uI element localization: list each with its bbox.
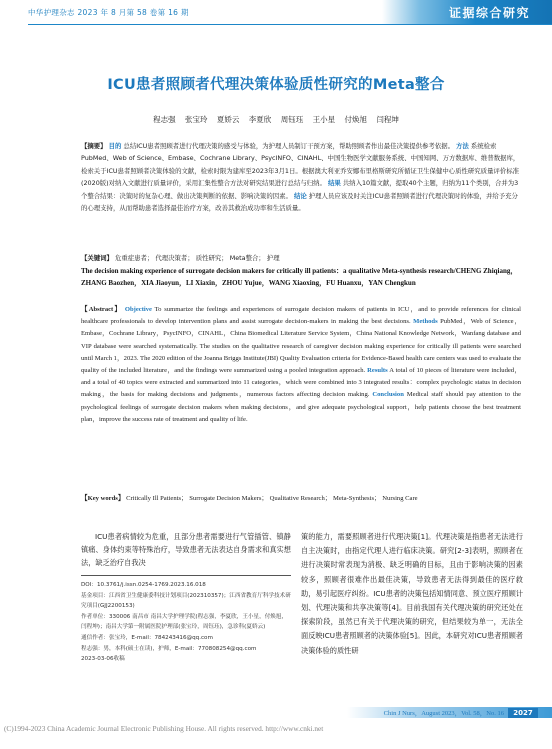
- footnote-correspondence: 通信作者：张宝玲，E-mail：784243416@qq.com: [81, 634, 213, 641]
- keywords-cn: [81, 252, 521, 264]
- objective-text: 总结ICU患者照顾者进行代理决策的感受与体验，为护理人员制订干预方案，帮助照顾者作出最佳决策提供参考依据。: [123, 142, 454, 150]
- body-left-text: ICU患者病情较为危重，且部分患者需要进行气管插管、镇静镇痛、身体约束等特殊治疗，导致患者无法表达自身需求和真实想法，缺乏治疗自我决: [81, 532, 291, 568]
- results-en-text: A total of 10 pieces of literature were included，and a total of 40 topics were extracted and summarized into 11 categories，which were combined into 3 integrated results：complex psychologic status in decision making，the basis for making decisions and judgments，numerous factors affecting decision making.: [81, 367, 521, 399]
- footnote-rule: [81, 575, 291, 576]
- footnote-first-author: 程志强：男，本科(硕士在读)，护师，E-mail：770808254@qq.com: [81, 645, 257, 652]
- keywords-en-label: 【Key words】: [81, 495, 125, 502]
- objective-en-label: Objective: [124, 306, 152, 313]
- article-title: ICU患者照顾者代理决策体验质性研究的Meta整合: [107, 77, 445, 93]
- methods-en-text: PubMed，Web of Science，Embase，Cochrane Library，PsycINFO，CINAHL，China Biomedical Literature Service System，China National Knowledge Network，Wanfang database and VIP database were searched systematically. The studies on the qualitative research of caregiver decision making experience for critically ill patients were searched until March 1，2023. The 2020 edition of the Joanna Briggs Institute(JBI) Quality Evaluation criteria for Evidence-Based health care centers was used to evaluate the quality of the included literature，and the findings were summarized using a pooled integration approach.: [81, 318, 521, 375]
- page-number: 2027: [508, 708, 538, 718]
- methods-en-label: Methods: [413, 318, 438, 326]
- journal-info: 中华护理杂志 2023 年 8 月第 58 卷第 16 期: [28, 8, 189, 17]
- results-label: 结果: [327, 179, 341, 188]
- footnote-funding: 基金项目：江西省卫生健康委科技计划项目(202310357)；江西省教育厅科学技术研究项目(GJJ2200153): [81, 592, 291, 610]
- methods-text: 系统检索PubMed、Web of Science、Embase、Cochrane Library、PsycINFO、CINAHL、中国生物医学文献服务系统、中国知网、万方数据库、维普数据库，检索关于ICU患者照顾者决策体验的文献，检索时限为建库至2023年3月1日。根据澳大利亚乔安娜布里格斯研究所循证卫生保健中心质性研究质量评价标准(2020版)对纳入文献进行质量评价，采用汇集性整合方法对研究结果进行总结与归纳。: [81, 142, 520, 188]
- keywords-en-text: Critically Ill Patients； Surrogate Decision Makers； Qualitative Research； Meta-Synthesis； Nursing Care: [126, 495, 418, 502]
- footnote-affiliation: 作者单位：330006 南昌市 南昌大学护理学院(程志强，李夏欣，王小星，付焕旭，闫程坤)；南昌大学第一附属医院护理部(张宝玲，周钰珏)，急诊科(夏娇云): [81, 613, 288, 631]
- footer-journal: Chin J Nurs，August 2023，Vol. 58，No. 16: [383, 710, 504, 717]
- footnotes: [81, 580, 291, 665]
- footnote-doi: DOI：10.3761/j.issn.0254-1769.2023.16.018: [81, 582, 206, 588]
- keywords-label: 【关键词】: [81, 254, 113, 262]
- conclusion-en-label: Conclusion: [372, 391, 404, 399]
- keywords-text: 危重症患者； 代理决策者； 质性研究； Meta整合； 护理: [115, 254, 280, 262]
- abstract-en: [81, 304, 521, 426]
- author-list: 程志强 张宝玲 夏娇云 李夏欣 周钰珏 王小星 付焕旭 闫程坤: [153, 115, 399, 124]
- objective-en-text: To summarize the feelings and experiences of surrogate decision makers of patients in ICU，and to provide references for clinical healthcare professionals to develop intervention plans and assist surrogate decision-makers in making the best decisions.: [81, 306, 522, 326]
- conclusion-label: 结论: [293, 191, 307, 200]
- abstract-en-label: 【Abstract】: [81, 306, 123, 313]
- results-text: 共纳入10篇文献，提取40个主题，归纳为11个类别，合并为3个整合结果：决策时的复杂心理、做出决策判断的依据、影响决策的因素。: [81, 179, 519, 200]
- section-title: 证据综合研究: [448, 6, 530, 20]
- results-en-label: Results: [367, 367, 388, 375]
- conclusion-en-text: Medical staff should pay attention to the psychological feelings of surrogate decision makers when making decisions，and give adequate psychological support，help patients choose the best treatment plan，improve the success rate of treatment and quality of life.: [81, 391, 521, 423]
- objective-label: 目的: [108, 142, 122, 150]
- keywords-en: [81, 493, 521, 505]
- copyright-notice: (C)1994-2023 China Academic Journal Electronic Publishing House. All rights reserved. http://www.cnki.net: [4, 724, 324, 733]
- body-right-text: 策的能力，需要照顾者进行代理决策[1]。代理决策是指患者无法进行自主决策时，由指定代理人进行临床决策。研究[2-3]表明，照顾者在进行决策时常表现为消极、缺乏明确的目标，且由于影响决策的因素较多，照顾者很难作出最佳决策，导致患者无法得到最佳的医疗救助，易引起医疗纠纷。ICU患者的决策包括知情同意、预立医疗照顾计划、代理决策和共享决策等[4]。目前我国有关代理决策的研究还处在探索阶段，虽然已有关于代理决策的研究，但结果较为单一，无法全面反映ICU患者照顾者的决策体验[5]。因此，本研究对ICU患者照顾者决策体验的质性研: [301, 532, 523, 655]
- abstract-label: 【摘要】: [81, 142, 107, 150]
- conclusion-text: 护理人员应该及时关注ICU患者照顾者进行代理决策时的体验，并给予充分的心理支持，从而帮助患者选择最佳治疗方案，改善其救治成功率和生活质量。: [81, 191, 518, 213]
- header-rule: [28, 24, 552, 25]
- english-title: The decision making experience of surrogate decision makers for critically ill patients：a qualitative Meta-synthesis research/CHENG Zhiqiang，ZHANG Baozhen，XIA Jiaoyun，LI Xiaxin，ZHOU Yujue，WANG Xiaoxing，FU Huanxu，YAN Chengkun: [81, 267, 518, 287]
- methods-label: 方法: [456, 142, 469, 150]
- footnote-received: 2023-03-06收稿: [81, 656, 125, 663]
- abstract-cn: [81, 140, 521, 214]
